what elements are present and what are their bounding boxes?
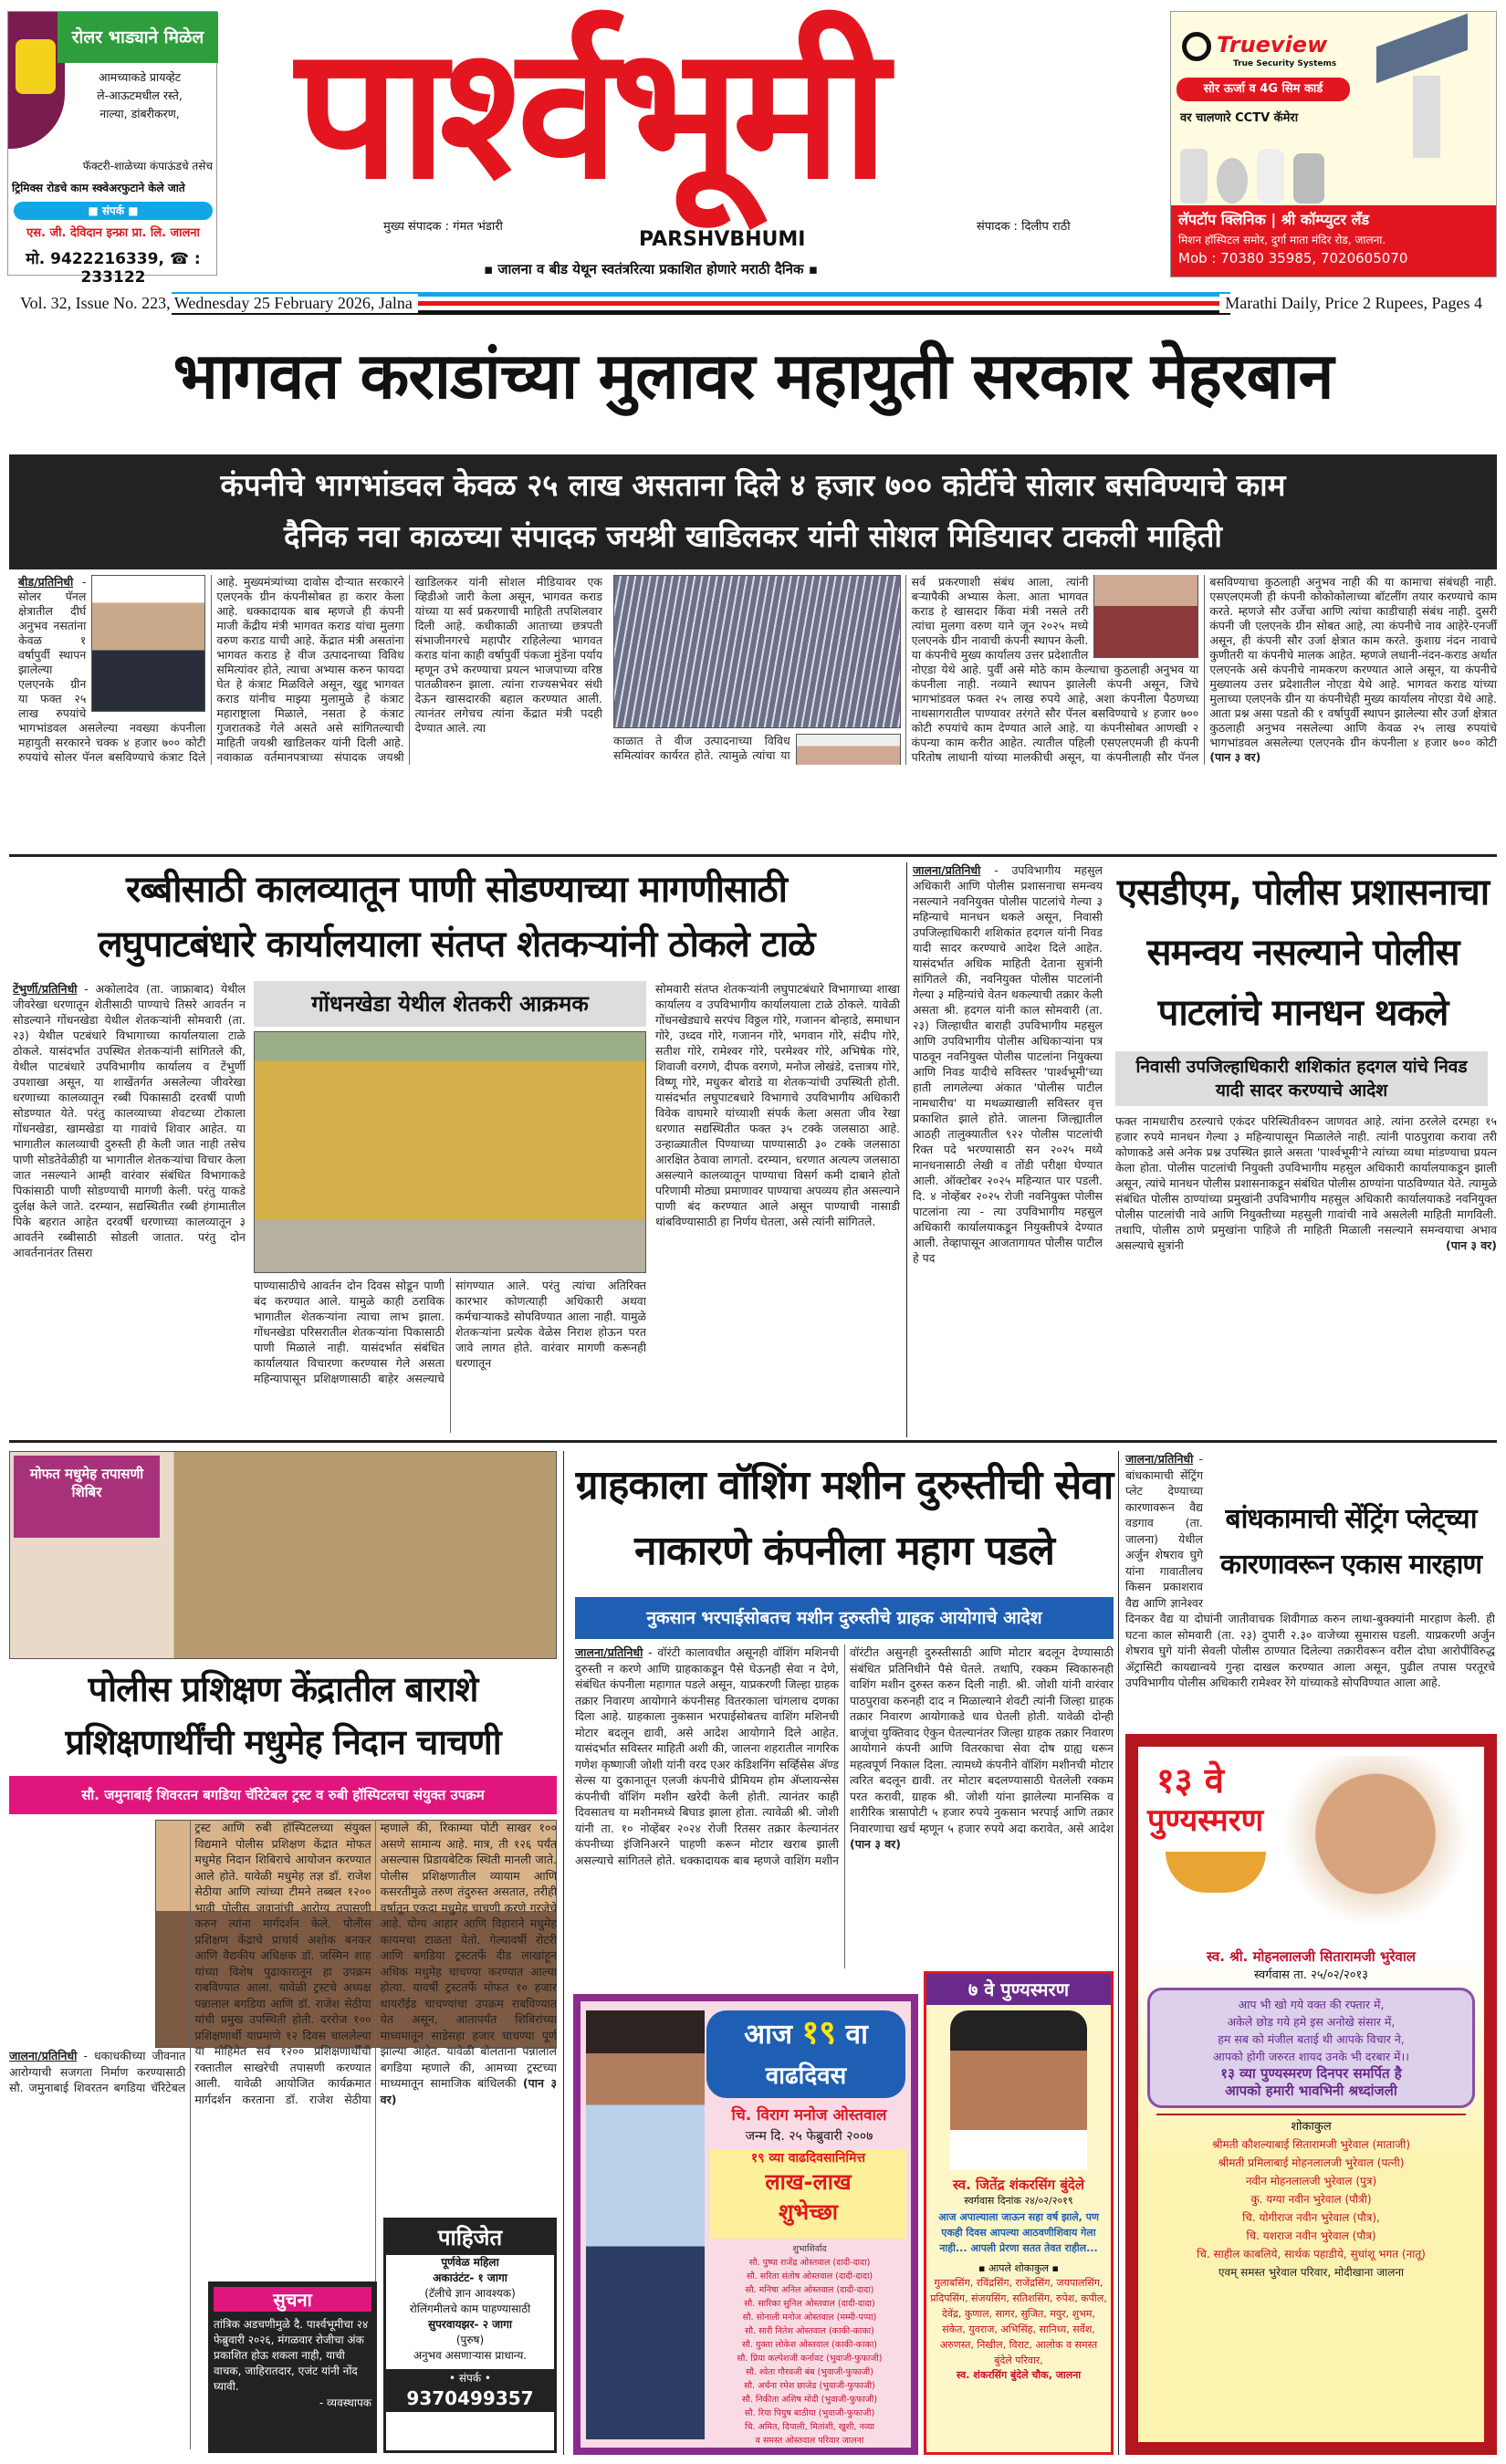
sdm-body-1 xyxy=(913,862,1103,1436)
farm-photo-title: गोंधनखेडा येथील शेतकरी आक्रमक xyxy=(254,981,646,1027)
editor: संपादक : दिलीप राठी xyxy=(977,220,1071,234)
police-headline: पोलीस प्रशिक्षण केंद्रातील बाराशे प्रशिक्षणार्थींची मधुमेह निदान चाचणी xyxy=(65,1669,501,1762)
family-member: चि. यशराज नवीन भुरेवाल (पौत्र) xyxy=(1246,2229,1376,2242)
blessing-name: सौ. सोनाली मनोज ओस्तवाल (मम्मी-पप्पा) xyxy=(742,2313,877,2323)
jobs-phone: 9370499357 xyxy=(406,2387,534,2409)
lead-sub-2: दैनिक नवा काळच्या संपादक जयश्री खाडिलकर यांनी सोशल मिडियावर टाकली माहिती xyxy=(284,518,1222,554)
masthead-logo[interactable]: पार्श्वभूमी xyxy=(296,7,882,220)
farm-dateline: टेंभुर्णी/प्रतिनिधी xyxy=(13,982,78,996)
lead-text: - सोलर पॅनल क्षेत्रातील दीर्घ अनुभव नसतांना केवळ १ वर्षापुर्वी स्थापन झालेल्या एलएनके ग्रीन या फक्त २५ लाख रुपयांचे भागभांडवल असलेल्या नवख्या कंपनीला महायुती सरकारने चक्क ४ हजार ७०० कोटी रुपयांचे सोलर पॅनल बसविण्याचे कंत्राट दिले आहे. मुख्यमंत्र्यांच्या दावोस दौऱ्यात सरकारने एलएनके ग्रीन कंपनीसोबत हा करार केला आहे. धक्कादायक बाब म्हणजे ही कंपनी माजी केंद्रीय मंत्री भागवत कराड यांचा मुलगा वरुण कराड याची आहे. केंद्रात मंत्री असतांना भागवत कराड हे वीज उत्पादनाच्या विविध समित्यांवर होते, त्याचा अभ्यास करुन फायदा घेत हे कंत्राट मिळविले असून, खुद्द भागवत कराड यांनीच माझ्या मुलामुळे हे कंत्राट महाराष्ट्राला मिळाले, नसता हे कंत्राट गुजरातकडे गेले असते असे सांगितल्याची माहिती जयश्री खाडिलकर यांनी दिली आहे. नवाकाळ वर्तमानपत्राच्या संपादक जयश्री खाडिलकर यांनी सोशल मीडियावर एक व्हिडीओ जारी केला असून, भागवत कराड यांच्या या सर्व प्रकरणाची माहिती तपशिलवार दिली आहे. कधीकाळी आताच्या छत्रपती संभाजीनगरचे महापौर राहिलेल्या भागवत कराड यांना काही वर्षापुर्वी पंकजा मुंडेंना पर्याय म्हणून उभे करण्याचा प्रयत्न भाजपाच्या वरिष्ठ पातळीवरुन झाला. त्यांना राज्यसभेवर संधी देऊन खासदारकी बहाल करण्यात आली. त्यानंतर लगेचच त्यांना केंद्रात मंत्री पदही देण्यात आले. त्या xyxy=(18,575,602,764)
trueview-logo xyxy=(1182,32,1211,61)
birthday-name: चि. विराग मनोज ओस्तवाल xyxy=(731,2106,887,2125)
lead-dateline: बीड/प्रतिनिधी xyxy=(18,575,74,589)
memorial-13-photo xyxy=(1284,1756,1467,1929)
blessing-name: व समस्त ओस्तवाल परिवार जालना xyxy=(755,2436,864,2446)
sdm-body-2 xyxy=(1115,1113,1497,1435)
ad-shop: लॅपटॉप क्लिनिक | श्री कॉम्प्युटर लॅंड xyxy=(1178,211,1370,228)
continued-label: (पान ३ वर) xyxy=(850,1837,901,1851)
blessing-name: सौ. सरिता संतोष ओस्तवाल (दादी-दादा) xyxy=(746,2271,873,2281)
blessings-list xyxy=(708,2242,911,2448)
diya-icon xyxy=(1166,1852,1266,1893)
birthday-dob: जन्म दि. २५ फेब्रुवारी २००७ xyxy=(745,2129,873,2144)
family-member: श्रीमती प्रमिलाबाई मोहनलालजी भुरेवाल (पत्नी) xyxy=(1218,2156,1405,2169)
farm-body-2 xyxy=(254,1278,646,1433)
blessing-name: सौ. अर्चना रमेश छाजेड (भुवाजी-फुफाजी) xyxy=(744,2381,875,2391)
memorial-7-date: स्वर्गवास दिनांक २४/०२/२०१९ xyxy=(964,2195,1073,2207)
blessing-name: सौ. रिया पियुष बाठीया (भुवाजी-फुफाजी) xyxy=(744,2408,875,2418)
lead-body-2 xyxy=(613,575,1497,765)
jobs-ad[interactable] xyxy=(383,2218,557,2453)
memorial-13-title-2: पुण्यस्मरण xyxy=(1147,1802,1264,1839)
memorial-7-photo xyxy=(950,2010,1087,2170)
assault-headline: बांधकामाची सेंट्रिंग प्लेट्च्या कारणावरून एकास मारहाण xyxy=(1219,1503,1482,1581)
farm-headline-2: लघुपाटबंधारे कार्यालयाला संतप्त शेतकऱ्यांनी ठोकले टाळे xyxy=(98,924,815,966)
ad-line: वर चालणारे CCTV कॅमेरा xyxy=(1180,111,1299,125)
chief-editor: मुख्य संपादक : गंमत भंडारी xyxy=(383,220,503,234)
wish-line: लाख-लाख xyxy=(765,2169,852,2195)
jobs-line: (टॅलीचे ज्ञान आवश्यक) xyxy=(424,2287,516,2300)
memorial-7-name: स्व. जितेंद्र शंकरसिंग बुंदेले xyxy=(952,2177,1085,2193)
blessing-name: सौ. श्वेता गौरवजी बंब (भुवाजी-फुफाजी) xyxy=(746,2367,873,2377)
notice-title: सुचना xyxy=(214,2287,371,2312)
sdm-text: - उपविभागीय महसुल अधिकारी आणि पोलीस प्रशासनाचा समन्वय नसल्याने नवनियुक्त पोलीस पाटलांचे गेल्या ३ महिन्याचे मानधन थकले असून, निवासी उपजिल्हाधिकारी शशिकांत हदगल यांनी निवड यादी सादर करण्याचे आदेश दिले आहेत. यासंदर्भात अधिक माहिती देताना सुत्रांनी सांगितले की, नवनियुक्त पोलीस पाटलांनी गेल्या ३ महिन्यांचे वेतन थकल्याची तक्रार केली असता श्री. हदगल यांनी काल सोमवारी (ता. २३) जिल्हाधीत बाराही उपविभागीय महसुल आणि उपविभागीय पोलीस अधिकाऱ्यांना पत्र पाठवून नवनियुक्त पोलीस पाटलांना नियुक्त्या आणि निवड यादीचे सविस्तर 'पार्श्वभूमी'च्या हाती लागलेल्या अंकात 'पोलीस पाटील नामधारीच' या मथळ्याखाली सविस्तर वृत्त प्रकाशित झाले होते. जालना जिल्ह्यातील आठही तालुक्यातील ९२२ पोलीस पाटलांची रिक्त पदे भरण्यासाठी सन २०२५ मध्ये मानधनासाठी लेखी व तोंडी परीक्षा घेण्यात आली. ऑक्टोबर २०२५ महिन्यात पार पडली. दि. ४ नोव्हेंबर २०२५ रोजी नवनियुक्त पोलीस पाटलांना त्या - त्या उपविभागीय महसुल अधिकारी कार्यालयाकडून नियुक्तीपत्रे देण्यात आली. तेव्हापासून आजतागायत पोलीस पाटील हे पद xyxy=(913,863,1103,1265)
farm-text-3: सोमवारी संतप्त शेतकऱ्यांनी लघुपाटबंधारे विभागाच्या शाखा कार्यालय व उपविभागीय कार्यालयाला टाळे ठोकले. यावेळी गोंधनखेड्याचे सरपंच विठ्ठल गोरे, गजानन बोन्हाडे, समाधान गोरे, उध्दव गोरे, गजानन गोरे, भगवान गोरे, संदीप गोरे, सतीश गोरे, रामेश्वर गोरे, परमेश्वर गोरे, अभिषेक गोरे, शिवाजी वरगणे, दीपक वरगणे, मनोज लोखंडे, दत्तात्रय गोरे, विष्णू गोरे, मधुकर बोराडे या शेतकऱ्यांची उपस्थिती होती. यासंदर्भात लघुपाटबधारे विभागाचे उपविभागीय अधिकारी विवेक वाघमारे यांच्याशी संपर्क केला असता जीव रेखा धरणात सद्यस्थितीत फक्त ३५ टक्के जलसाठा आहे. उन्हाळ्यातील पिण्याच्या पाण्यासाठी ३० टक्के जलसाठा आरक्षित ठेवावा लागतो. दरम्यान, धरणात अत्यल्प जलसाठा असल्याने कालव्यातून पाण्याचा विसर्ग कमी दाबाने होतो परिणामी मोठ्या प्रमाणावर पाण्याचा अपव्यय होत असल्याने पाणी बंद करण्यात आले असून पाण्याची नासाडी थांबविण्यासाठी हा निर्णय घेतला, असे त्यांनी सांगितले. xyxy=(655,982,900,1228)
memorial-13-date: स्वर्गवास ता. २५/०२/२०१३ xyxy=(1253,1968,1368,1982)
price-info: Marathi Daily, Price 2 Rupees, Pages 4 xyxy=(1219,294,1488,313)
jobs-line: अकाउंटंट- १ जागा xyxy=(433,2271,507,2284)
lead-text-2: काळात ते वीज उत्पादनाच्या विविध समित्यांवर कार्यरत होते. त्यामुळे त्यांचा या सर्व प्रकरणाशी संबंध आला, त्यांनी बऱ्यापैकी अभ्यास केला. आता भागवत कराड हे खासदार किंवा मंत्री नसले तरी त्यांचा मुलगा वरुण याने जून २०२५ मध्ये एलएनके ग्रीन नावाची कंपनी स्थापन केली. या कंपनीचे मुख्य कार्यालय उत्तर प्रदेशातील नोएडा येथे आहे. पुर्वी असे मोठे काम केल्याचा कुठलाही अनुभव या कंपनीला नाही. नव्याने स्थापन झालेली कंपनी असून, जिचे भागभांडवल फक्त २५ लाख रुपये आहे, अशा कंपनीला पैठणच्या नाथसागरातील पाण्यावर तरंगते सौर पॅनल बसविण्याचे ४ हजार ७०० कोटी रुपयांचे काम देण्यात आले आहे. या कंपनीसोबत आणखी २ कंपन्या काम करीत आहेत. त्यातील पहिली एसएलएमजी ही कंपनी परितोष लाधानी यांच्या मालकीची असून, या कंपनीलाही सौर पॅनल बसविण्याचा कुठलाही अनुभव नाही की या कामाचा संबंधही नाही. एसएलएमजी ही कंपनी कोकोकोलाच्या बॉटलींग तयार करण्याचे काम करते. म्हणजे सौर उर्जेचा आणि त्यांचा काडीचाही संबंध नाही. दुसरी कंपनी जी एलएनके ग्रीन सोबत आहे, त्या कंपनीचे नाव आहेरे-एनर्जी असून, ही कंपनी सौर उर्जा क्षेत्रात काम करते. कुशाग्र नंदन नावाचे कुणीतरी या कंपनीचे मालक आहेत. म्हणजे लधानी-नंदन-कराड अर्थात एलएनके असे कंपनीचे नामकरण करण्यात आले असून, या कंपनीचे मुख्यालय उत्तर प्रदेशातील नोएडा येथे आहे. भागवत कराड यांच्या मुलाच्या एलएनके ग्रीन या कंपनीचेही मुख्य कार्यालय नोएडा येथे आहे. आता प्रश्न असा पडतो की १ वर्षापुर्वी स्थापन झालेल्या सौर उर्जा क्षेत्रात कुठलाही अनुभव नसलेल्या आणि केवळ २५ लाख रुपयांचे भागभांडवल असलेल्या एलएनके ग्रीन कंपनीला ४ हजार ७०० कोटी xyxy=(613,575,1497,764)
jobs-title: पाहिजेत xyxy=(386,2220,554,2255)
birthday-title: वाढदिवस xyxy=(765,2062,847,2090)
farm-text-2: पाण्यासाठीचे आवर्तन दोन दिवस सोडून पाणी बंद करण्यात आले. यामुळे काही ठराविक भागातील शेतकऱ्यांना त्याचा लाभ झाला. गोंधनखेडा परिसरातील शेतकऱ्यांना पिकासाठी पाणी मिळाले नाही. यासंदर्भात संबंधित कार्यालयात विचारणा करण्यास गेले असता महिन्यापासून प्रशिक्षणासाठी बाहेर असल्याचे सांगण्यात आले. परंतु त्यांचा अतिरिक्त कारभार कोणत्याही अधिकारी अथवा कर्मचाऱ्याकडे सोपविण्यात आला नाही. यामुळे शेतकऱ्यांना प्रत्येक वेळेस निराश होऊन परत जावे लागत होते. वारंवार मागणी करूनही धरणातून xyxy=(254,1279,646,1385)
diabetes-camp-photo xyxy=(9,1451,557,1659)
continued-label: (पान ३ वर) xyxy=(1209,750,1261,764)
birthday-badge xyxy=(706,2010,905,2098)
camp-banner: मोफत मधुमेह तपासणी शिबिर xyxy=(14,1456,160,1538)
lead-body-1 xyxy=(18,575,602,765)
poem-line: हम सब को मंजील बताई थी आपके विचार ने, xyxy=(1218,2032,1405,2046)
blessing-name: सौ. पुष्पा राजेंद्र ओस्तवाल (दादी-दादा) xyxy=(748,2258,871,2268)
memorial-13-poem xyxy=(1147,1988,1475,2108)
ad-trimix: ट्रिमिक्स रोडचे काम स्क्वेअरफुटाने केले जाते xyxy=(12,182,185,194)
jobs-line: पूर्णवेळ महिला xyxy=(441,2256,499,2269)
assault-body xyxy=(1125,1451,1495,1725)
memorial-13-family xyxy=(1138,2135,1484,2281)
jobs-line: सुपरवायझर- २ जागा xyxy=(427,2318,512,2331)
dateline-bar xyxy=(7,292,1497,316)
family-member: चि. साहील काबलिये, सार्थक पहाडीये, सुधांशू भगत (नातू) xyxy=(1197,2248,1426,2260)
family-member: कु. यग्या नवीन भुरेवाल (पौत्री) xyxy=(1250,2193,1372,2206)
ad-mobile: Mob : 70380 35985, 7020605070 xyxy=(1178,250,1408,266)
memorial-7-family: गुलाबसिंग, रविंद्रसिंग, राजेंद्रसिंग, जयपालसिंग, प्रदिपसिंग, संजयसिंग, सतिशसिंग, रुपेश, कपील, देवेंद्र, कुणाल, सागर, सुजित, मयुर, शुभम, संकेत, युवराज, अभिसिंह, सानिध्य, सर्वेश, अरुणस्त, निखील, विराट, आलोक व समस्त बुंदेले परिवार, xyxy=(930,2277,1107,2366)
birthday-today: आज xyxy=(744,2019,793,2051)
roller-image xyxy=(8,12,65,149)
birthday-va: वा xyxy=(845,2019,868,2051)
blessing-label: शुभाशिर्वाद xyxy=(792,2244,827,2254)
police-dateline: जालना/प्रतिनिधी xyxy=(9,2049,78,2062)
solar-camera-image xyxy=(1376,30,1477,185)
blessing-name: सौ. सारिका सुनिल ओस्तवाल (दादी-दादा) xyxy=(744,2299,875,2309)
notice-sign: - व्यवस्थापक xyxy=(319,2396,371,2409)
memorial-7-msg: आज अपाल्याला जाऊन सहा वर्ष झाले, पण एकही दिवस आपल्या आठवणीशिवाय गेला नाही... आपली प्रेरणा सतत तेवत राहील... xyxy=(938,2211,1099,2254)
trueview-brand: Trueview xyxy=(1217,32,1328,57)
sdm-dateline: जालना/प्रतिनिधी xyxy=(913,863,981,877)
notice-box xyxy=(208,2281,377,2453)
blessing-name: सौ. मनिषा अनिल ओस्तवाल (दादी-दादा) xyxy=(745,2285,874,2295)
jobs-line: (पुरुष) xyxy=(455,2333,485,2346)
ad-phone: मो. 9422216339, ☎ : 233122 xyxy=(26,250,201,287)
wish-line: १९ व्या वाढदिवसानिमित्त xyxy=(750,2151,866,2166)
wish-line: शुभेच्छा xyxy=(778,2199,839,2225)
memorial-7-title: ७ वे पुण्यस्मरण xyxy=(926,1974,1111,2005)
masthead-tagline: ▪ जालना व बीड येथून स्वतंत्ररित्या प्रकाशित होणारे मराठी दैनिक ▪ xyxy=(484,261,818,277)
ad-line: फॅक्टरी-शाळेच्या कंपाऊंडचे तसेच xyxy=(82,160,213,172)
memorial-13-family-label: शोकाकुल xyxy=(1156,2114,1466,2134)
sdm-subheadline: निवासी उपजिल्हाधिकारी शशिकांत हदगल यांचे निवड यादी सादर करण्याचे आदेश xyxy=(1115,1051,1488,1106)
washing-text: - वॉरंटी कालावधीत असूनही वॉशिंग मशिनची दुरुस्ती न करणे आणि ग्राहकाकडून पैसे घेऊनही सेवा न देणे, संबंधित कंपनीला महागात पडले असून, याप्रकरणी जिल्हा ग्राहक तक्रार निवारण आयोगाने कंपनीसह वितरकाला चांगलाच दणका दिला आहे. ग्राहकाला नुकसान भरपाईसोबतच वाशिंग मशिनची मोटार बदलून द्यावी, असे आदेश आयोगाने दिले आहेत. यासंदर्भात सविस्तर माहिती अशी की, जालना शहरातील नागरिक गणेश कृष्णाजी जोशी यांनी वरद एअर कंडिशनिंग सर्व्हिसेस ॲण्ड सेल्स या दुकानातून एलजी कंपनीचे प्रीमियम होम ॲप्लायन्सेस कंपनीची वॉशिंग मशीन खरेदी केली होती. त्यानंतर काही दिवसातच या मशीनमध्ये बिघाड झाला होता. त्यावेळी श्री. जोशी यांनी ता. १० नोव्हेंबर २०२४ रोजी रितसर तक्रार केल्यानंतर कंपनीच्या इंजिनिअरने पाहणी करून मोटार खराब झाली असल्याचे सांगितले होते. धक्कादायक बाब म्हणजे वाशिंग मशीन वॉरंटीत असुनही दुरुस्तीसाठी आणि मोटार बदलून देण्यासाठी संबंधित प्रतिनिधीने पैसे घेतले. तथापि, रक्कम स्विकारुनही वाशिंग मशीन दुरुस्त करुन दिली नाही. श्री. जोशी यांनी वारंवार पाठपुरावा करुनही दाद न मिळाल्याने शेवटी त्यांनी जिल्हा ग्राहक तक्रार निवारण आयोगाकडे धाव घेतली होती. यावेळी दोन्ही बाजूंचा युक्तिवाद ऐकुन घेतल्यानंतर जिल्हा ग्राहक तक्रार निवारण आयोगाने कंपनी आणि वितरकाचा सेवा दोष ग्राह्य धरून महत्वपूर्ण निकाल दिला. त्यामध्ये कंपनीने वॉशिंग मशीनची मोटार त्वरित बदलून द्यावी. तर मोटार बदलण्यासाठी घेतलेली रक्कम परत करावी, ग्राहक श्री. जोशी यांना झालेल्या मानसिक व शारीरिक त्रासापोटी ५ हजार रुपये नुकसान भरपाई आणि तक्रार निवारणाचा खर्च म्हणून ५ हजार रुपये अदा करावेत, असे आदेश xyxy=(575,1645,1114,1867)
blessing-name: चि. अमित, दिपाली, मितांशी, खुशी, नव्या xyxy=(745,2422,874,2432)
family-member: नवीन मोहनलालजी भुरेवाल (पुत्र) xyxy=(1245,2175,1377,2187)
assault-dateline: जालना/प्रतिनिधी xyxy=(1125,1452,1194,1466)
birthday-wishes xyxy=(710,2149,906,2239)
lead-sub-1: कंपनीचे भागभांडवल केवळ २५ लाख असताना दिले ४ हजार ७०० कोटींचे सोलार बसविण्याचे काम xyxy=(220,467,1286,503)
memorial-7-family-label: ▪ आपले शोकाकुल ▪ xyxy=(978,2262,1059,2274)
memorial-7-ad[interactable] xyxy=(924,1971,1114,2455)
farm-headline-1: रब्बीसाठी कालव्यातून पाणी सोडण्याच्या मागणीसाठी xyxy=(126,869,787,911)
family-member: श्रीमती कौशल्याबाई सितारामजी भुरेवाल (माताजी) xyxy=(1211,2138,1411,2151)
washing-body xyxy=(575,1644,1114,1968)
ad-address: मिशन हॉस्पिटल समोर, दुर्गा माता मंदिर रोड, जालना. xyxy=(1178,234,1386,246)
ad-line: नाल्या, डांबरीकरण, xyxy=(99,107,180,120)
ad-roller-heading: रोलर भाड्याने मिळेल xyxy=(58,12,218,63)
memorial-7-place: स्व. शंकरसिंग बुंदेले चौक, जालना xyxy=(956,2369,1082,2381)
farm-body-1 xyxy=(13,981,246,1433)
tribute-line: आपको हमारी भावभिनी श्रध्दांजली xyxy=(1225,2083,1397,2099)
memorial-13-ad[interactable] xyxy=(1125,1734,1497,2455)
police-subheadline: सौ. जमुनाबाई शिवरतन बगडिया चॅरिटेबल ट्रस्ट व रुबी हॉस्पिटलचा संयुक्त उपक्रम xyxy=(9,1776,557,1814)
ad-badge: सोर ऊर्जा व 4G सिम कार्ड xyxy=(1177,78,1350,101)
jobs-line: अनुभव असणाऱ्यास प्राधान्य. xyxy=(413,2349,528,2362)
blessing-name: सौ. प्रिया कल्पेशजी कर्नावट (भुवाजी-फुफाजी) xyxy=(737,2354,883,2364)
blessing-name: सौ. युक्ता लोकेश ओस्तवाल (काकी-काका) xyxy=(742,2340,877,2350)
washing-subheadline: नुकसान भरपाईसोबतच मशीन दुरुस्तीचे ग्राहक आयोगाचे आदेश xyxy=(575,1597,1114,1639)
poem-line: आपको होगी जरुरत शायद उनके भी दरबार में।। xyxy=(1213,2050,1409,2063)
continued-label: (पान ३ वर) xyxy=(1446,1238,1497,1252)
floating-solar-photo xyxy=(613,575,901,728)
masthead-english: PARSHVBHUMI xyxy=(639,228,806,251)
ad-roller[interactable] xyxy=(7,11,217,287)
continued-label: (पान ३ वर) xyxy=(380,2076,557,2106)
birthday-ad[interactable] xyxy=(573,1994,918,2455)
poem-line: अकेले छोड गये हमे इस अनोखे संसार में, xyxy=(1227,2015,1396,2029)
family-member: एवम् समस्त भुरेवाल परिवार, मोदीखाना जालना xyxy=(1218,2266,1405,2279)
notice-text: तांत्रिक अडचणीमुळे दै. पार्श्वभूमीचा २४ फेब्रुवारी २०२६, मंगळवार रोजीचा अंक प्रकाशित होऊ शकला नाही, याची वाचक, जाहिरातदार, एजंट यांनी नोंद घ्यावी. xyxy=(214,2318,369,2393)
bhagwat-karad-photo xyxy=(91,575,205,712)
ad-line: आमच्याकडे प्रायव्हेट xyxy=(98,70,182,84)
sdm-text-2: फक्त नामधारीच ठरल्याचे एकंदर परिस्थितीवरुन जाणवत आहे. त्यांना ठरलेले दरमहा १५ हजार रुपये मानधन गेल्या ३ महिन्यापासून मिळालेले नाही. त्यांनी पाठपुरावा करावा तरी कोणाकडे असे अनेक प्रश्न उपस्थित झाले असता 'पार्श्वभूमी'ने त्यांच्या व्यथा मांडण्याचा प्रयत्न केला होता. पोलीस पाटलांची नियुक्ती उपविभागीय महसुल अधिकारी कार्यालयाकडून झाली असून, त्यांचे मानधन पोलीस प्रशासनाकडून संबंधित पोलीस ठाण्यांना पाठविण्यात येते. त्यामुळे संबंधित पोलीस ठाण्यांच्या प्रमुखांनी उपविभागीय महसुल अधिकारी कार्यालयाकडे नवनियुक्त पोलीस पाटलांची नावे आणि नियुक्तीच्या महसुली गावांची नावे असलेली माहिती मागविली. तथापि, पोलीस ठाणे प्रमुखांना पाहिजे ती माहिती मिळाली नसल्याने समन्वयाचा अभाव असल्याचे सुत्रांनी xyxy=(1115,1114,1497,1252)
washing-headline: ग्राहकाला वॉशिंग मशीन दुरुस्तीची सेवा नाकारणे कंपनीला महाग पडले xyxy=(575,1462,1114,1574)
family-member: चि. योगीराज नवीन भुरेवाल (पौत्र), xyxy=(1242,2211,1380,2224)
sdm-headline: एसडीएम, पोलीस प्रशासनाचा समन्वय नसल्याने पोलीस पाटलांचे मानधन थकले xyxy=(1116,872,1490,1034)
ad-trueview[interactable] xyxy=(1170,11,1497,277)
farm-text: - अकोलादेव (ता. जाफ्राबाद) येथील जीवरेखा धरणातून शेतीसाठी पाण्याचे तिसरे आवर्तन न सोडल्याने गोंधनखेडा येथील शेतकऱ्यांनी सोमवारी (ता. २३) येथील पटबंधारे विभागाच्या कार्यालयाला टाळे ठोकले. यासंदर्भात उपस्थित शेतकऱ्यांनी सांगितले की, येथील पाटबंधारे उपविभागीय कार्यालय व टेंभुर्णी उपशाखा असून, या शाखेंतर्गत असलेल्या जीवरेखा धरणाच्या कालव्यातून रब्बी पिकासाठी दरवर्षी पाणी सोडण्यात येते. परंतु कालव्याच्या शेवटच्या टोकाला गोंधनखेडा, खामखेडा या गावांचे शिवार आहेत. या भागातील कालव्याची दुरुस्ती ही केली जात नाही तसेच पाणी सोडतेवेळीही या भागातील शेतकऱ्यांचा विचार केला जात नसल्याने आम्ही वारंवार संबंधित विभागाकडे पिकांसाठी पाणी सोडण्याची मागणी केली. परंतु याकडे दुर्लक्ष केले जाते. दरम्यान, सद्यस्थितीत रब्बी हंगामातील पिके बहरात आहेत दरवर्षी धरणाच्या कालव्यातून ३ आवर्तने रब्बीसाठी सोडली जातात. परंतु दोन आवर्तनानंतर तिसरा xyxy=(13,982,246,1259)
jobs-contact-label: • संपर्क • xyxy=(449,2372,491,2385)
jobs-line: रोलिंगमीलचे काम पाहण्यासाठी xyxy=(409,2302,531,2315)
farm-body-3 xyxy=(655,981,900,1433)
blessing-name: सौ. निकीता अशिष मोदी (भुवाजी-फुफाजी) xyxy=(741,2395,878,2405)
memorial-13-name: स्व. श्री. मोहनलालजी सितारामजी भुरेवाल xyxy=(1207,1948,1416,1965)
birthday-person-photo xyxy=(586,2010,705,2439)
lead-headline: भागवत कराडांच्या मुलावर महायुती सरकार मेहरबान xyxy=(173,339,1333,413)
poem-line: आप भी खो गये वक्त की रफ्तार में, xyxy=(1238,1998,1385,2011)
lead-subheadline-box xyxy=(9,454,1497,569)
blessing-name: सौ. सारी नितेश ओस्तवाल (काकी-काका) xyxy=(745,2326,874,2336)
issue-info: Vol. 32, Issue No. 223, Wednesday 25 February 2026, Jalna xyxy=(15,294,418,313)
ad-contact-label: ■ संपर्क ■ xyxy=(14,202,213,220)
ad-line: ले-आऊटमधील रस्ते, xyxy=(97,89,183,102)
assault-text: - बांधकामाची सेंट्रिंग प्लेट देण्याच्या कारणावरून वैद्य वडगाव (ता. जालना) येथील अर्जुन शेषराव घुगे यांना गावातीलच किसन प्रकाशराव वैद्य आणि ज्ञानेश्वर दिनकर वैद्य या दोघांनी जातीवाचक शिवीगाळ करुन लाथा-बुक्क्यांनी मारहाण केली. ही घटना काल सोमवारी (ता. २३) दुपारी २.३० वाजेच्या सुमारास घडली. याप्रकरणी अर्जुन शेषराव घुगे यांनी सेवली पोलीस ठाण्यात दिलेल्या तक्रारीवरून वरील दोघा आरोपींविरुद्ध ॲट्रासिटी कायद्यान्वये गुन्हा दाखल करण्यात आला असून, पुढील तपास परतूरचे उपविभागीय पोलीस अधिकारी रामेश्वर रेंगे यांच्याकडे सोपविण्यात आला आहे. xyxy=(1125,1452,1495,1689)
police-text: - धकाधकीच्या जीवनात आरोग्याची सजगता निर्माण करण्यासाठी सौ. जमुनाबाई शिवरतन बगडिया चॅरिटेबल ट्रस्ट आणि रुबी हॉस्पिटलच्या संयुक्त विद्यमाने पोलीस प्रशिक्षण केंद्रात मोफत मधुमेह निदान शिबिराचे आयोजन करण्यात आले होते. यावेळी मधुमेह तज्ञ डॉ. राजेश सेठीया आणि त्यांच्या टीमने तब्बल १२०० भावी पोलीस जवानांची आरोग्य तपासणी करुन त्यांना मार्गदर्शन केले. पोलीस प्रशिक्षण केंद्राचे प्राचार्य अशोक बनकर आणि वैद्यकीय अधिक्षक डॉ. जस्मिन शाह यांच्या विशेष पुढाकारातून हा उपक्रम राबविण्यात आला. यावेळी ट्रस्टचे अध्यक्ष पन्नालाल बगडिया आणि डॉ. राजेश सेठीया यांची प्रमुख उपस्थिती होती. दररोज १०० प्रशिक्षणार्थी याप्रमाणे १२ दिवस चाललेल्या या मोहिमेत सर्व १२०० प्रशिक्षणार्थींची रक्तातील साखरेची तपासणी करण्यात आली. यावेळी आयोजित कार्यक्रमात मार्गदर्शन करताना डॉ. राजेश सेठीया म्हणाले की, रिकाम्या पोटी साखर १०० असणे सामान्य आहे. मात्र, ती १२६ पर्यंत असल्यास प्रिडायबेटिक स्थिती मानली जाते. पोलीस प्रशिक्षणातील व्यायाम आणि कसरतीमुळे तरुण तंदुरुस्त असतात, तरीही वर्षातून एकदा मधुमेह चाचणी करणे गरजेचे आहे. योग्य आहार आणि विहाराने मधुमेह कायमचा टाळता येतो. गेल्यावर्षी रोटरी आणि बगडिया ट्रस्टतर्फे दीड लाखांहून अधिक मधुमेह चाचण्या करण्यात आल्या होत्या. यावर्षी ट्रस्टतर्फे मोफत १० हजार थायरॉईड चाचण्यांचा उपक्रम राबविण्यात येत असून, आतापर्यंत शिबिरांच्या माध्यमातून साडेसहा हजार चाचण्या पूर्ण झाल्या आहेत. यावेळी बोलताना पन्नालाल बगडिया म्हणाले की, आमच्या ट्रस्टच्या माध्यमातून सामाजिक बांधिलकी xyxy=(9,1821,557,2106)
cctv-cameras-image xyxy=(1180,140,1354,204)
trueview-sub: True Security Systems xyxy=(1233,59,1337,68)
ad-company: एस. जी. देविदान इन्फ्रा प्रा. लि. जालना xyxy=(26,226,200,240)
birthday-age: १९ xyxy=(801,2014,836,2052)
washing-dateline: जालना/प्रतिनिधी xyxy=(575,1645,643,1659)
memorial-13-title-1: १३ वे xyxy=(1156,1760,1224,1801)
tribute-line: १३ व्या पुण्यस्मरण दिनपर समर्पित है xyxy=(1220,2065,1402,2082)
farmers-photo xyxy=(254,1031,646,1273)
